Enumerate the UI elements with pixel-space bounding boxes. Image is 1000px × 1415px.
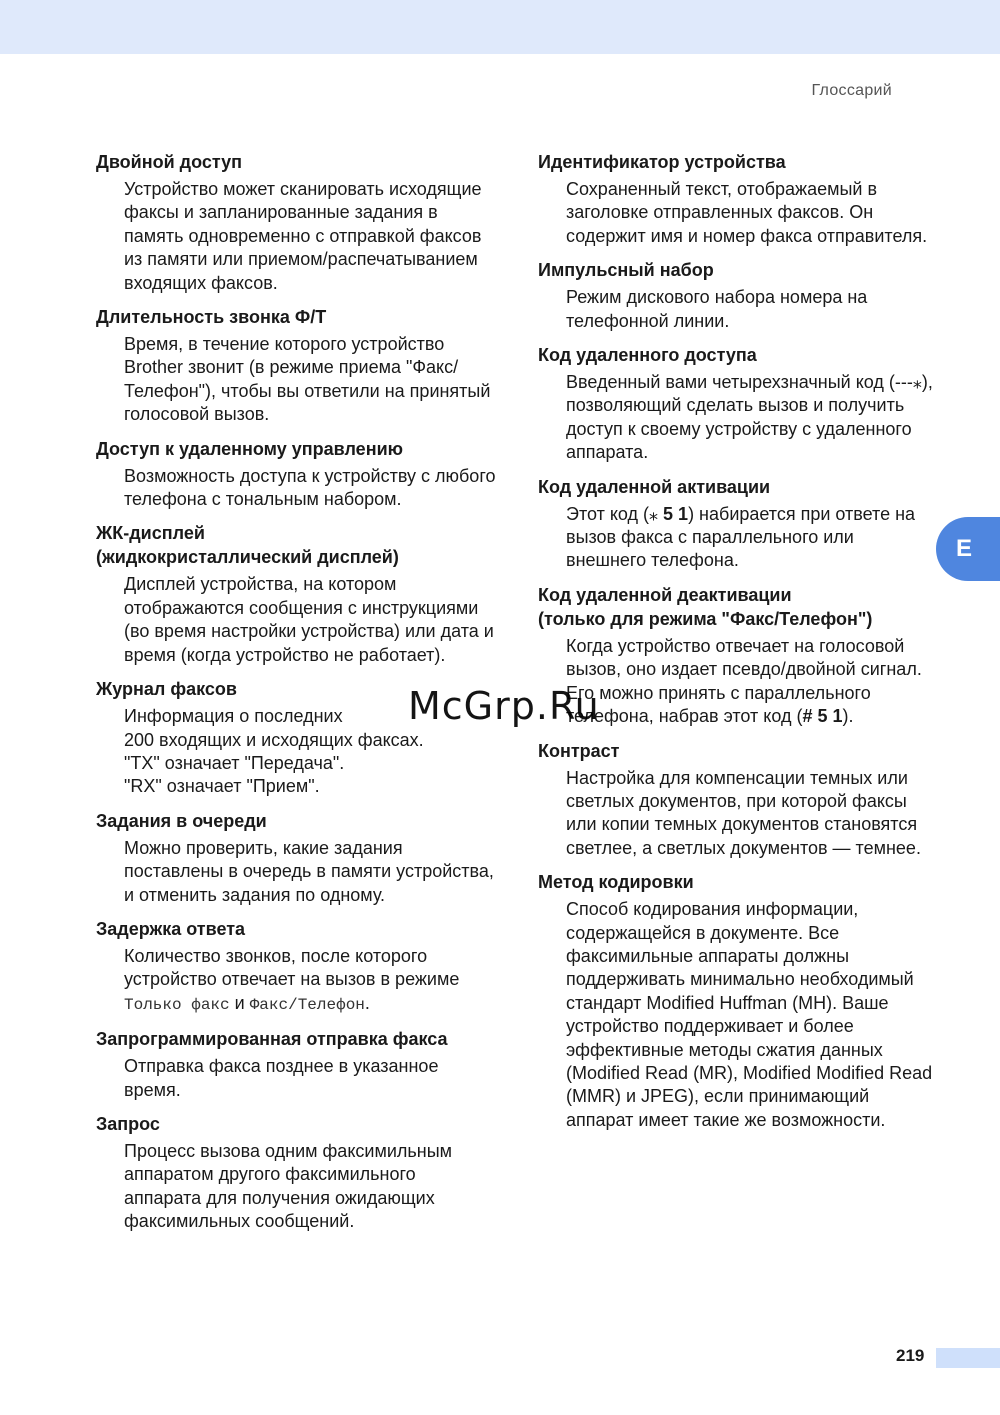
header-title: Глоссарий <box>811 82 892 99</box>
glossary-entry <box>538 258 938 333</box>
term-definition: Способ кодирования информации, содержащейся в документе. Все факсимильные аппараты должны поддерживать минимально необходимый стандарт Modified Huffman (MH). Ваше устройство поддерживает и более эффективные методы сжатия данных (Modified Read (MR), Modified Modified Read (MMR) и JPEG), если принимающий аппарат имеет такие же возможности. <box>566 899 933 1130</box>
term-heading: Код удаленной активации <box>538 476 771 497</box>
term-definition: Можно проверить, какие задания поставлены в очередь в памяти устройства, и отменить задания по одному. <box>124 837 494 905</box>
definition-line: Информация о последних <box>124 706 343 727</box>
term-heading: Импульсный набор <box>538 260 714 281</box>
term-heading-line: ЖК-дисплей <box>96 523 205 544</box>
term-heading: Запрограммированная отправка факса <box>96 1029 448 1050</box>
term-heading-line: Код удаленной деактивации <box>538 584 792 605</box>
glossary-entry <box>96 150 496 295</box>
glossary-entry <box>96 305 496 427</box>
right-column <box>538 150 938 1142</box>
definition-text: ). <box>842 706 854 727</box>
code-digits: # 5 1 <box>802 706 843 727</box>
glossary-entry <box>96 809 496 907</box>
section-tab-e: E <box>936 517 1000 581</box>
term-heading-line: (жидкокристаллический дисплей) <box>96 547 399 568</box>
term-heading <box>538 583 938 631</box>
term-definition <box>566 635 938 729</box>
term-definition: Режим дискового набора номера на телефонной линии. <box>566 287 868 331</box>
term-definition: Дисплей устройства, на котором отображаются сообщения с инструкциями (во время настройки устройства) или дата и время (когда устройство не работает). <box>124 574 494 665</box>
glossary-entry <box>96 1027 496 1102</box>
term-definition: Настройка для компенсации темных или светлых документов, при которой факсы или копии темных документов становятся светлее, а светлых документов — темнее. <box>566 767 921 858</box>
code-digits: 5 1 <box>663 503 689 524</box>
term-heading <box>96 521 496 569</box>
definition-line: "RX" означает "Прием". <box>124 776 320 797</box>
page-number-bar <box>936 1348 1000 1368</box>
mode-name: Только факс <box>124 995 230 1014</box>
term-definition <box>124 945 496 1017</box>
glossary-entry <box>538 150 938 248</box>
definition-text: Количество звонков, после которого устройство отвечает на вызов в режиме <box>124 945 460 990</box>
term-heading: Код удаленного доступа <box>538 345 757 366</box>
term-heading: Задержка ответа <box>96 918 246 939</box>
glossary-entry <box>538 343 938 465</box>
glossary-entry <box>538 739 938 861</box>
glossary-entry <box>538 475 938 573</box>
glossary-entry <box>96 917 496 1017</box>
definition-text: Когда устройство отвечает на голосовой вызов, оно издает псевдо/двойной сигнал. Его можно принять с параллельного телефона, набрав этот код ( <box>566 635 922 727</box>
term-definition: Отправка факса позднее в указанное время. <box>124 1056 439 1100</box>
conjunction: и <box>229 992 250 1013</box>
term-definition <box>566 503 938 573</box>
mode-name: Факс/Телефон <box>249 995 365 1014</box>
punctuation: . <box>364 992 370 1013</box>
term-heading: Идентификатор устройства <box>538 152 786 172</box>
term-definition: Сохраненный текст, отображаемый в заголовке отправленных факсов. Он содержит имя и номер факса отправителя. <box>566 179 928 246</box>
term-definition: Процесс вызова одним факсимильным аппаратом другого факсимильного аппарата для получения ожидающих факсимильных сообщений. <box>124 1140 453 1232</box>
term-definition: Устройство может сканировать исходящие факсы и запланированные задания в память одновременно с отправкой факсов из памяти или приемом/распечатыванием входящих факсов. <box>124 179 482 293</box>
term-heading: Длительность звонка Ф/Т <box>96 307 327 328</box>
term-heading: Журнал факсов <box>96 679 237 700</box>
term-definition: Введенный вами четырехзначный код (---⁎), позволяющий сделать вызов и получить доступ к своему устройству с удаленного аппарата. <box>566 372 933 463</box>
glossary-entry <box>96 437 496 512</box>
watermark: McGrp.Ru <box>408 684 600 728</box>
term-heading: Задания в очереди <box>96 810 267 831</box>
definition-line: 200 входящих и исходящих факсах. <box>124 729 424 750</box>
top-banner <box>0 0 1000 54</box>
page-number: 219 <box>896 1346 925 1365</box>
term-heading: Контраст <box>538 740 620 761</box>
definition-text: ) набирается при ответе на вызов факса с параллельного или внешнего телефона. <box>566 503 916 571</box>
glossary-entry <box>538 870 938 1132</box>
term-definition: Возможность доступа к устройству с любого телефона с тональным набором. <box>124 465 496 510</box>
term-heading: Метод кодировки <box>538 872 694 893</box>
term-definition: Время, в течение которого устройство Brother звонит (в режиме приема "Факс/Телефон"), чтобы вы ответили на принятый голосовой вызов. <box>124 334 491 425</box>
term-heading: Доступ к удаленному управлению <box>96 438 404 459</box>
term-heading-line: (только для режима "Факс/Телефон") <box>538 608 873 629</box>
definition-line: "TX" означает "Передача". <box>124 752 345 773</box>
term-heading: Двойной доступ <box>96 152 242 172</box>
term-heading: Запрос <box>96 1113 160 1134</box>
glossary-entry <box>96 1112 496 1234</box>
definition-text: Этот код (⁎ <box>566 503 664 524</box>
glossary-entry <box>96 521 496 667</box>
